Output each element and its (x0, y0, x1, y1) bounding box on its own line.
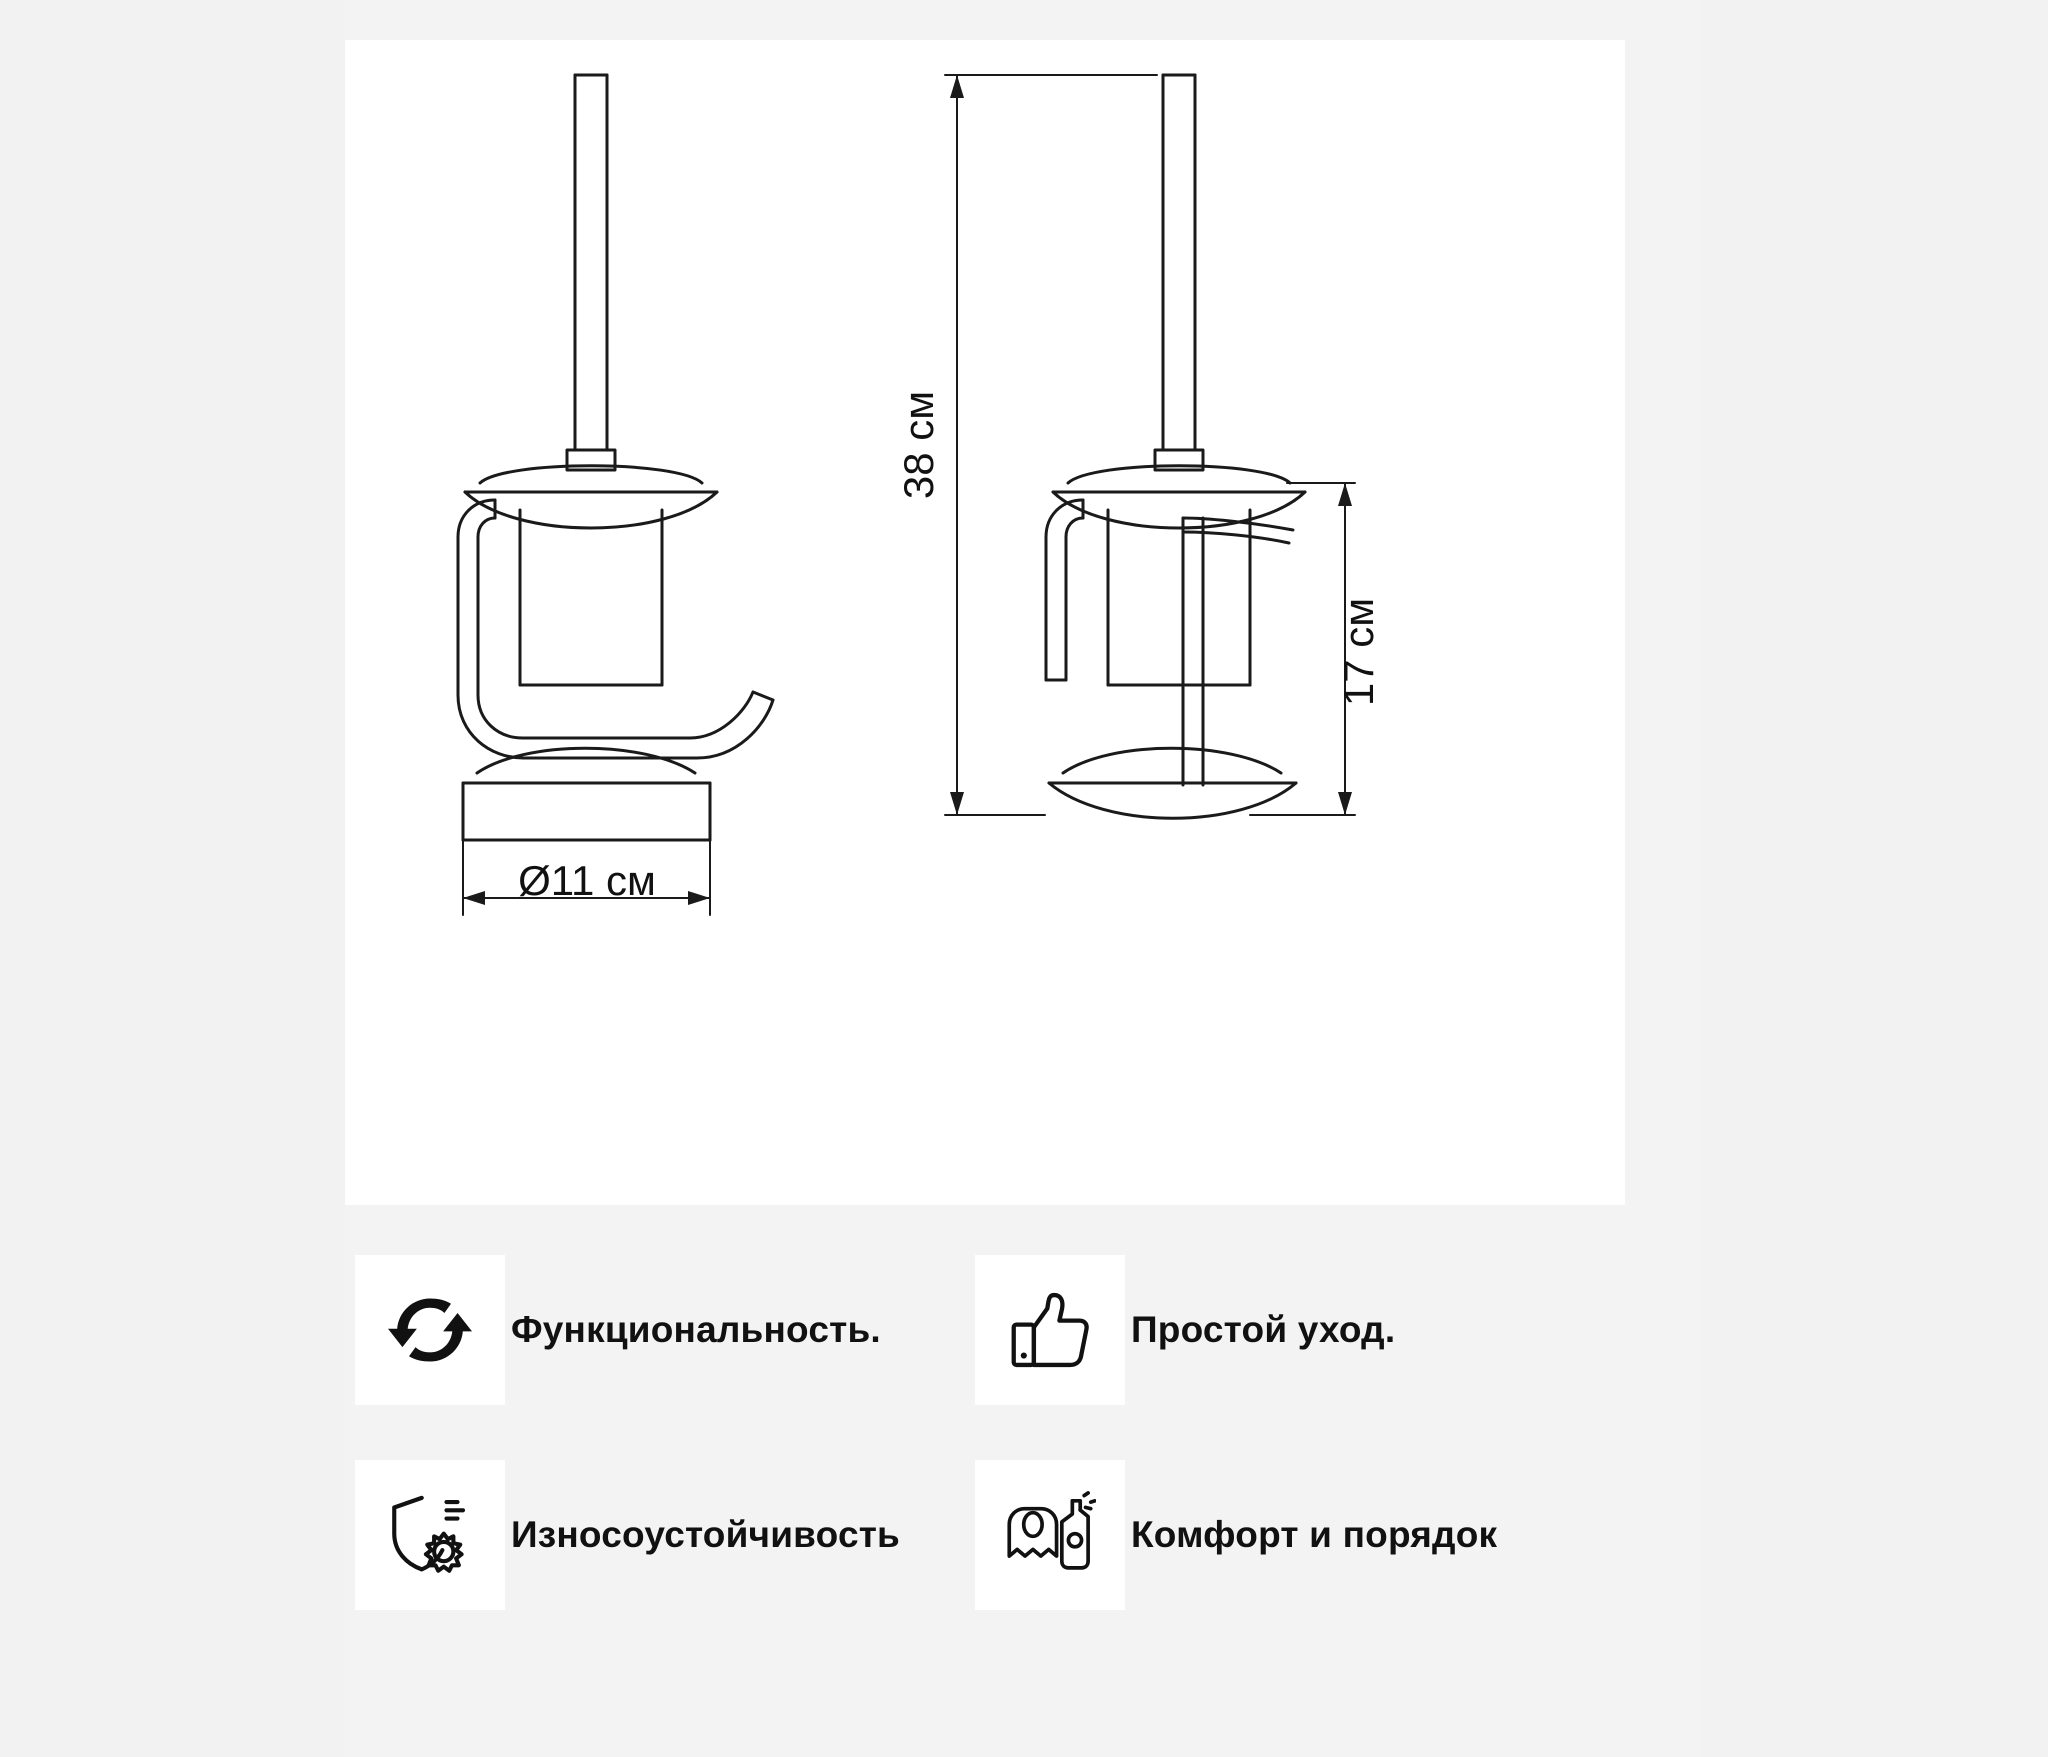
feature-item-functionality (355, 1255, 881, 1405)
refresh-cycle-icon (388, 1288, 472, 1372)
content-column (345, 0, 1700, 1757)
shield-gear-icon (386, 1491, 474, 1579)
dimension-label-height: 38 см (895, 390, 942, 500)
thumbs-up-icon (1007, 1287, 1093, 1373)
dimension-total-height (945, 75, 1157, 815)
feature-label-easy-care: Простой уход. (1131, 1309, 1396, 1350)
feature-label-comfort: Комфорт и порядок (1131, 1514, 1498, 1555)
icon-blob-1 (355, 1255, 505, 1405)
technical-drawing-panel (345, 40, 1625, 1205)
feature-item-durability (355, 1460, 900, 1610)
icon-blob-2 (975, 1255, 1125, 1405)
right-gutter (1700, 0, 2048, 1757)
toilet-paper-spray-icon (1004, 1489, 1096, 1581)
front-view (458, 75, 773, 840)
feature-item-comfort (975, 1460, 1497, 1610)
side-view (1046, 75, 1305, 818)
dimension-label-base-diameter: Ø11 см (518, 857, 656, 904)
icon-blob-3 (355, 1460, 505, 1610)
technical-drawing (345, 40, 1625, 1205)
dimension-label-bowl-height: 17 см (1335, 597, 1382, 707)
feature-item-easy-care (975, 1255, 1395, 1405)
icon-blob-4 (975, 1460, 1125, 1610)
feature-label-durability: Износоустойчивость (511, 1514, 900, 1555)
feature-list (345, 1255, 1700, 1695)
feature-label-functionality: Функциональность. (511, 1309, 881, 1350)
left-gutter (0, 0, 345, 1757)
